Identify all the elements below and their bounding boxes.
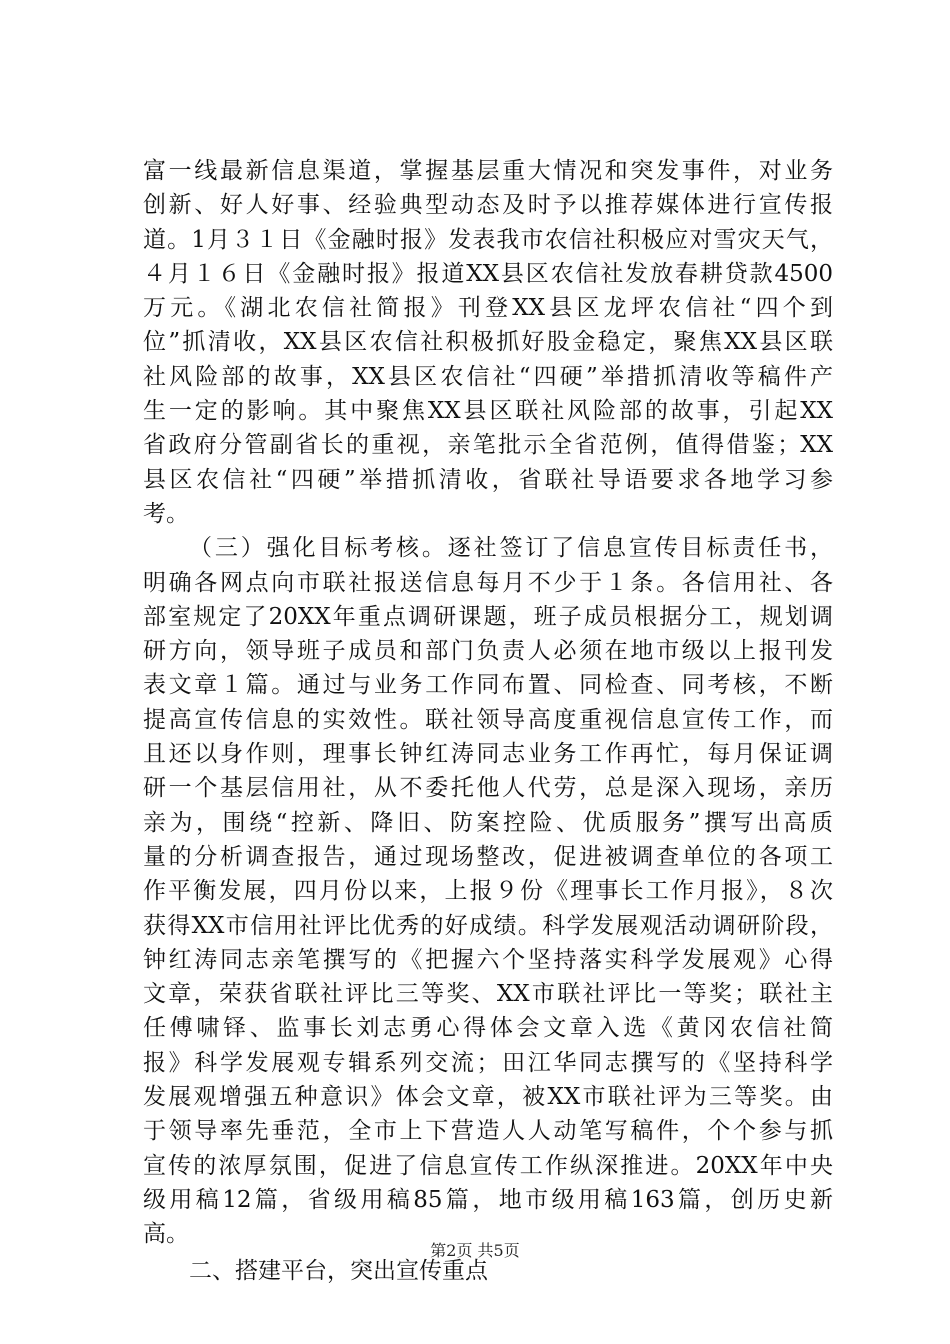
paragraph-line: 万元。《湖北农信社简报》刊登XX县区龙坪农信社“四个到: [143, 295, 833, 322]
paragraph-line: 研方向，领导班子成员和部门负责人必须在地市级以上报刊发: [143, 638, 833, 665]
paragraph-line: 位”抓清收，XX县区农信社积极抓好股金稳定，聚焦XX县区联: [143, 329, 833, 356]
paragraph-line: 道。1月３１日《金融时报》发表我市农信社积极应对雪灾天气，: [143, 226, 833, 253]
paragraph-line: 级用稿12篇，省级用稿85篇，地市级用稿163篇，创历史新: [143, 1186, 833, 1213]
paragraph-dissemination-results: [143, 154, 833, 531]
section-heading: 二、搭建平台，突出宣传重点: [189, 1257, 488, 1284]
paragraph-line: 量的分析调查报告，通过现场整改，促进被调查单位的各项工: [143, 843, 833, 870]
paragraph-line: 高。: [143, 1221, 189, 1248]
paragraph-line: 报》科学发展观专辑系列交流；田江华同志撰写的《坚持科学: [143, 1049, 833, 1076]
paragraph-line: 作平衡发展，四月份以来，上报９份《理事长工作月报》，８次: [143, 878, 833, 905]
paragraph-target-assessment: [143, 531, 833, 1251]
paragraph-line: 获得XX市信用社评比优秀的好成绩。科学发展观活动调研阶段，: [143, 912, 833, 939]
paragraph-line: 钟红涛同志亲笔撰写的《把握六个坚持落实科学发展观》心得: [143, 946, 833, 973]
paragraph-line: 文章，荣获省联社评比三等奖、XX市联社评比一等奖；联社主: [143, 981, 833, 1008]
paragraph-line: 宣传的浓厚氛围，促进了信息宣传工作纵深推进。20XX年中央: [143, 1152, 833, 1179]
paragraph-line: 省政府分管副省长的重视，亲笔批示全省范例，值得借鉴；XX: [143, 432, 833, 459]
paragraph-line: （三）强化目标考核。逐社签订了信息宣传目标责任书，: [189, 535, 833, 562]
paragraph-line: 社风险部的故事，XX县区农信社“四硬”举措抓清收等稿件产: [143, 363, 833, 390]
document-body: [143, 154, 833, 1288]
page-footer: 第2页 共5页: [430, 1241, 520, 1260]
paragraph-line: 县区农信社“四硬”举措抓清收，省联社导语要求各地学习参: [143, 466, 833, 493]
paragraph-line: 明确各网点向市联社报送信息每月不少于１条。各信用社、各: [143, 569, 833, 596]
paragraph-line: 研一个基层信用社，从不委托他人代劳，总是深入现场，亲历: [143, 775, 833, 802]
paragraph-line: 且还以身作则，理事长钟红涛同志业务工作再忙，每月保证调: [143, 741, 833, 768]
paragraph-line: 富一线最新信息渠道，掌握基层重大情况和突发事件，对业务: [143, 158, 833, 184]
paragraph-line: 生一定的影响。其中聚焦XX县区联社风险部的故事，引起XX: [143, 398, 833, 425]
paragraph-line: 任傅啸铎、监事长刘志勇心得体会文章入选《黄冈农信社简: [143, 1015, 833, 1042]
paragraph-line: 创新、好人好事、经验典型动态及时予以推荐媒体进行宣传报: [143, 192, 833, 219]
paragraph-line: 提高宣传信息的实效性。联社领导高度重视信息宣传工作，而: [143, 706, 833, 733]
paragraph-line: 表文章１篇。通过与业务工作同布置、同检查、同考核，不断: [143, 672, 833, 699]
paragraph-line: 于领导率先垂范，全市上下营造人人动笔写稿件，个个参与抓: [143, 1118, 833, 1145]
paragraph-line: 考。: [143, 500, 189, 527]
paragraph-line: 部室规定了20XX年重点调研课题，班子成员根据分工，规划调: [143, 603, 833, 630]
paragraph-line: ４月１６日《金融时报》报道XX县区农信社发放春耕贷款4500: [143, 260, 833, 287]
paragraph-line: 亲为，围绕“控新、降旧、防案控险、优质服务”撰写出高质: [143, 809, 833, 836]
paragraph-line: 发展观增强五种意识》体会文章，被XX市联社评为三等奖。由: [143, 1084, 833, 1111]
